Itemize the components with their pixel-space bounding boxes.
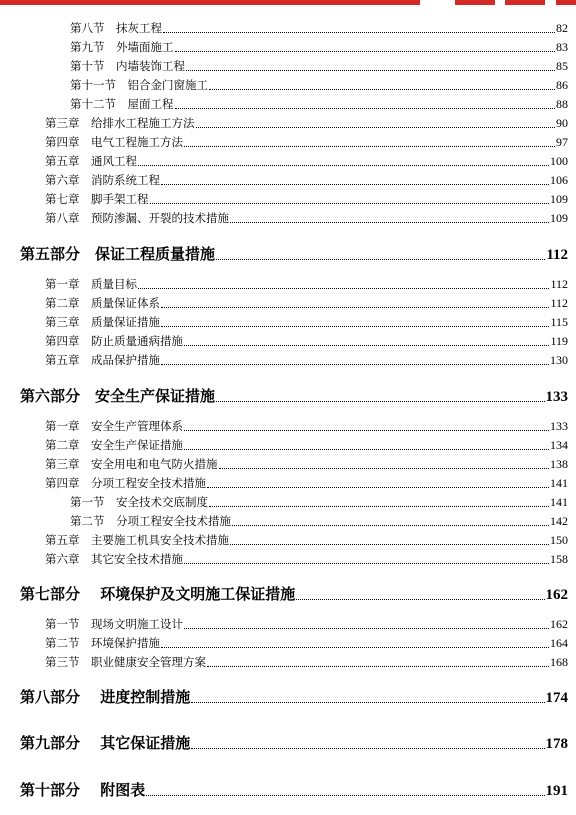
toc-entry-title: 第六章 其它安全技术措施 <box>45 552 183 566</box>
toc-entry-title: 第十二节 屋面工程 <box>70 97 174 111</box>
toc-page-number: 82 <box>556 21 568 35</box>
toc-page-number: 133 <box>550 419 568 433</box>
toc-chapter-entry[interactable] <box>45 437 568 453</box>
dot-leader <box>184 448 549 450</box>
toc-section-entry[interactable] <box>70 96 568 112</box>
toc-chapter-entry[interactable] <box>45 654 568 670</box>
toc-section-entry[interactable] <box>70 77 568 93</box>
toc-page-number: 85 <box>556 59 568 73</box>
dot-leader <box>150 202 550 204</box>
toc-entry-title: 第三章 安全用电和电气防火措施 <box>45 457 218 471</box>
toc-chapter-entry[interactable] <box>45 333 568 349</box>
header-bar-segment <box>505 0 545 5</box>
toc-page-number: 142 <box>550 514 568 528</box>
dot-leader <box>207 665 549 667</box>
toc-entry-title: 第八节 抹灰工程 <box>70 21 162 35</box>
dot-leader <box>138 164 549 166</box>
toc-page-number: 119 <box>550 334 568 348</box>
dot-leader <box>184 145 555 147</box>
dot-leader <box>161 363 549 365</box>
toc-entry-title: 第九节 外墙面施工 <box>70 40 174 54</box>
toc-entry-title: 第十一节 铝合金门窗施工 <box>70 78 208 92</box>
toc-section-entry[interactable] <box>70 39 568 55</box>
dot-leader <box>207 486 549 488</box>
toc-chapter-entry[interactable] <box>45 172 568 188</box>
toc-entry-title: 第三节 职业健康安全管理方案 <box>45 655 206 669</box>
toc-part-entry[interactable] <box>20 686 568 707</box>
dot-leader <box>161 325 549 327</box>
toc-chapter-entry[interactable] <box>45 295 568 311</box>
toc-entry-title: 第二章 安全生产保证措施 <box>45 438 183 452</box>
toc-page-number: 90 <box>556 116 568 130</box>
dot-leader <box>184 627 549 629</box>
toc-section-entry[interactable] <box>70 58 568 74</box>
toc-chapter-entry[interactable] <box>45 475 568 491</box>
toc-entry-title: 第三章 给排水工程施工方法 <box>45 116 195 130</box>
toc-page-number: 178 <box>545 736 568 752</box>
toc-page-number: 158 <box>550 552 568 566</box>
toc-page-number: 100 <box>550 154 568 168</box>
toc-entry-title: 第八章 预防渗漏、开裂的技术措施 <box>45 211 229 225</box>
toc-page-number: 162 <box>545 587 568 603</box>
toc-chapter-entry[interactable] <box>45 551 568 567</box>
toc-chapter-entry[interactable] <box>45 532 568 548</box>
toc-page-number: 138 <box>550 457 568 471</box>
toc-chapter-entry[interactable] <box>45 635 568 651</box>
dot-leader <box>230 543 549 545</box>
dot-leader <box>216 258 545 260</box>
toc-entry-title: 第一节 现场文明施工设计 <box>45 617 183 631</box>
toc-entry-title: 第五章 成品保护措施 <box>45 353 160 367</box>
toc-page-number: 109 <box>550 192 568 206</box>
toc-page-number: 112 <box>550 296 568 310</box>
toc-chapter-entry[interactable] <box>45 276 568 292</box>
dot-leader <box>184 344 549 346</box>
dot-leader <box>209 505 549 507</box>
toc-page-number: 191 <box>545 783 568 799</box>
toc-page-number: 88 <box>556 97 568 111</box>
toc-page-number: 83 <box>556 40 568 54</box>
toc-page-number: 162 <box>550 617 568 631</box>
dot-leader <box>216 400 544 402</box>
toc-page-number: 112 <box>550 277 568 291</box>
toc-entry-title: 第七章 脚手架工程 <box>45 192 149 206</box>
header-bar-segment <box>556 0 576 5</box>
toc-entry-title: 第五部分 保证工程质量措施 <box>20 245 216 263</box>
toc-section-entry[interactable] <box>70 494 568 510</box>
toc-chapter-entry[interactable] <box>45 210 568 226</box>
toc-chapter-entry[interactable] <box>45 418 568 434</box>
toc-page-number: 97 <box>556 135 568 149</box>
toc-page-number: 134 <box>550 438 568 452</box>
toc-part-entry[interactable] <box>20 732 568 753</box>
toc-page-number: 112 <box>546 247 568 263</box>
toc-part-entry[interactable] <box>20 243 568 264</box>
toc-entry-title: 第十部分 附图表 <box>20 781 146 799</box>
toc-chapter-entry[interactable] <box>45 191 568 207</box>
toc-page-number: 109 <box>550 211 568 225</box>
toc-chapter-entry[interactable] <box>45 115 568 131</box>
dot-leader <box>219 467 550 469</box>
toc-page-number: 115 <box>550 315 568 329</box>
header-accent-bar <box>0 0 576 6</box>
toc-section-entry[interactable] <box>70 513 568 529</box>
toc-entry-title: 第四章 防止质量通病措施 <box>45 334 183 348</box>
toc-page-number: 174 <box>545 690 568 706</box>
toc-entry-title: 第四章 电气工程施工方法 <box>45 135 183 149</box>
toc-entry-title: 第八部分 进度控制措施 <box>20 688 191 706</box>
dot-leader <box>191 701 544 703</box>
toc-chapter-entry[interactable] <box>45 314 568 330</box>
toc-page-number: 130 <box>550 353 568 367</box>
toc-entry-title: 第五章 通风工程 <box>45 154 137 168</box>
toc-entry-title: 第六部分 安全生产保证措施 <box>20 387 216 405</box>
dot-leader <box>184 429 549 431</box>
toc-page-number: 168 <box>550 655 568 669</box>
toc-part-entry[interactable] <box>20 779 568 800</box>
dot-leader <box>146 794 544 796</box>
toc-entry-title: 第二节 分项工程安全技术措施 <box>70 514 231 528</box>
dot-leader <box>196 126 556 128</box>
toc-page-number: 133 <box>545 389 568 405</box>
toc-chapter-entry[interactable] <box>45 352 568 368</box>
toc-entry-title: 第七部分 环境保护及文明施工保证措施 <box>20 585 296 603</box>
toc-entry-title: 第四章 分项工程安全技术措施 <box>45 476 206 490</box>
header-bar-segment <box>0 0 420 5</box>
toc-section-entry[interactable] <box>70 20 568 36</box>
toc-part-entry[interactable] <box>20 583 568 604</box>
dot-leader <box>232 524 549 526</box>
dot-leader <box>163 31 555 33</box>
toc-page-number: 164 <box>550 636 568 650</box>
toc-chapter-entry[interactable] <box>45 153 568 169</box>
toc-entry-title: 第五章 主要施工机具安全技术措施 <box>45 533 229 547</box>
dot-leader <box>161 646 549 648</box>
dot-leader <box>161 183 549 185</box>
toc-page-number: 106 <box>550 173 568 187</box>
toc-page-number: 141 <box>550 495 568 509</box>
toc-entry-title: 第二章 质量保证体系 <box>45 296 160 310</box>
dot-leader <box>191 747 544 749</box>
toc-part-entry[interactable] <box>20 385 568 406</box>
toc-page-number: 86 <box>556 78 568 92</box>
toc-chapter-entry[interactable] <box>45 134 568 150</box>
dot-leader <box>186 69 555 71</box>
toc-page-number: 141 <box>550 476 568 490</box>
header-bar-segment <box>455 0 495 5</box>
toc-chapter-entry[interactable] <box>45 456 568 472</box>
dot-leader <box>175 50 556 52</box>
toc-page-number: 150 <box>550 533 568 547</box>
toc-entry-title: 第二节 环境保护措施 <box>45 636 160 650</box>
toc-entry-title: 第三章 质量保证措施 <box>45 315 160 329</box>
dot-leader <box>230 221 549 223</box>
toc-entry-title: 第一节 安全技术交底制度 <box>70 495 208 509</box>
toc-entry-title: 第一章 质量目标 <box>45 277 137 291</box>
toc-entry-title: 第六章 消防系统工程 <box>45 173 160 187</box>
toc-chapter-entry[interactable] <box>45 616 568 632</box>
dot-leader <box>184 562 549 564</box>
toc-entry-title: 第九部分 其它保证措施 <box>20 734 191 752</box>
dot-leader <box>296 598 544 600</box>
toc-entry-title: 第一章 安全生产管理体系 <box>45 419 183 433</box>
dot-leader <box>138 287 549 289</box>
dot-leader <box>209 88 555 90</box>
dot-leader <box>161 306 549 308</box>
dot-leader <box>175 107 556 109</box>
toc-entry-title: 第十节 内墙装饰工程 <box>70 59 185 73</box>
